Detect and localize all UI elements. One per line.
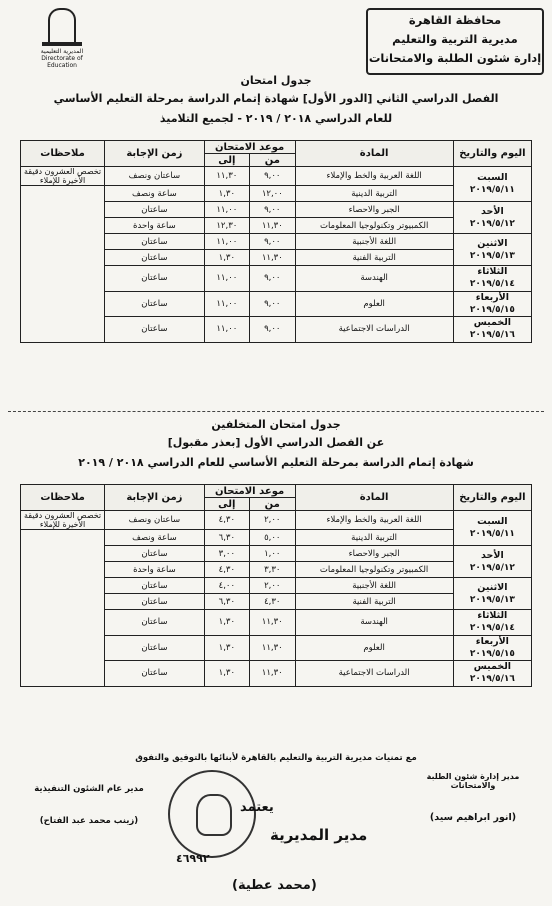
exam-date: ٢٠١٩/٥/١١ [469, 185, 515, 195]
duration-cell: ساعتان [105, 202, 204, 218]
col-header-from: من [250, 498, 295, 511]
subject-cell: الهندسة [295, 266, 453, 292]
day-name: الأربعاء [475, 635, 509, 647]
col-header-to: إلى [204, 154, 249, 167]
day-date-cell [453, 546, 531, 578]
start-time-cell: ١١,٣٠ [250, 250, 295, 266]
subject-cell: العلوم [295, 635, 453, 661]
start-time-cell: ٢,٠٠ [250, 578, 295, 594]
day-date-cell [453, 291, 531, 317]
subject-cell: الهندسة [295, 610, 453, 636]
start-time-cell: ١١,٣٠ [250, 661, 295, 687]
duration-cell: ساعتان [105, 594, 204, 610]
ministry-logo [32, 8, 92, 70]
day-name: الخميس [473, 317, 512, 329]
duration-cell: ساعتان ونصف [105, 511, 204, 530]
exam1-title: جدول امتحان [240, 74, 312, 87]
subject-cell: الكمبيوتر وتكنولوجيا المعلومات [295, 218, 453, 234]
notes-cell-empty [21, 530, 105, 687]
end-time-cell: ٤,٣٠ [204, 511, 249, 530]
start-time-cell: ٢,٠٠ [250, 511, 295, 530]
day-date-cell [453, 202, 531, 234]
start-time-cell: ٩,٠٠ [250, 167, 295, 186]
subject-cell: التربية الفنية [295, 594, 453, 610]
end-time-cell: ١,٣٠ [204, 250, 249, 266]
subject-cell: العلوم [295, 291, 453, 317]
director-title: مدير المديرية [270, 826, 368, 844]
notes-cell: تخصص العشرون دقيقة الأخيرة للإملاء [21, 511, 105, 530]
header-line-department: إدارة شئون الطلبة والامتحانات [368, 51, 542, 65]
end-time-cell: ١١,٠٠ [204, 234, 249, 250]
building-icon [48, 8, 76, 42]
col-header-day-date: اليوم والتاريخ [453, 485, 531, 511]
section-divider [8, 411, 544, 412]
day-name: الاثنين [477, 237, 508, 249]
end-time-cell: ٦,٣٠ [204, 594, 249, 610]
eagle-icon [196, 794, 232, 836]
subject-cell: اللغة العربية والخط والإملاء [295, 511, 453, 530]
duration-cell: ساعتان [105, 610, 204, 636]
exam2-certificate: شهادة إتمام الدراسة بمرحلة التعليم الأساسي للعام الدراسي ٢٠١٨ / ٢٠١٩ [78, 456, 474, 469]
header-line-directorate: مديرية التربية والتعليم [392, 32, 518, 46]
duration-cell: ساعة واحدة [105, 562, 204, 578]
exam1-subtitle: الفصل الدراسي الثاني [الدور الأول] شهادة إتمام الدراسة بمرحلة التعليم الأساسي [53, 92, 499, 105]
day-date-cell [453, 266, 531, 292]
duration-cell: ساعتان [105, 578, 204, 594]
stamp-number: ٤٦٩٩٢ [176, 852, 210, 865]
end-time-cell: ١,٣٠ [204, 661, 249, 687]
exam-date: ٢٠١٩/٥/١٥ [469, 304, 515, 315]
col-header-from: من [250, 154, 295, 167]
col-header-day-date: اليوم والتاريخ [453, 141, 531, 167]
day-name: الأحد [481, 205, 504, 217]
exam2-title: جدول امتحان المتخلفين [211, 418, 341, 431]
duration-cell: ساعة ونصف [105, 530, 204, 546]
day-name: الثلاثاء [477, 610, 508, 622]
end-time-cell: ٣,٠٠ [204, 546, 249, 562]
duration-cell: ساعتان [105, 234, 204, 250]
start-time-cell: ١١,٣٠ [250, 218, 295, 234]
end-time-cell: ١١,٣٠ [204, 167, 249, 186]
subject-cell: التربية الفنية [295, 250, 453, 266]
day-date-cell [453, 578, 531, 610]
day-date-cell [453, 234, 531, 266]
day-name: الاثنين [477, 581, 508, 593]
subject-cell: اللغة الأجنبية [295, 578, 453, 594]
col-header-subject: المادة [295, 485, 453, 511]
exam-date: ٢٠١٩/٥/١٦ [469, 330, 515, 341]
duration-cell: ساعتان [105, 291, 204, 317]
notes-cell-empty [21, 186, 105, 343]
day-name: السبت [477, 516, 508, 527]
end-time-cell: ١١,٠٠ [204, 202, 249, 218]
end-time-cell: ١,٣٠ [204, 186, 249, 202]
start-time-cell: ٣,٣٠ [250, 562, 295, 578]
day-name: الثلاثاء [477, 266, 508, 278]
day-name: الخميس [473, 661, 512, 673]
exam-date: ٢٠١٩/٥/١٢ [469, 562, 515, 573]
exam-date: ٢٠١٩/٥/١٦ [469, 674, 515, 685]
duration-cell: ساعتان [105, 635, 204, 661]
day-name: الأحد [481, 549, 504, 561]
right-signer-title: مدير إدارة شئون الطلبة والامتحانات [426, 772, 520, 790]
col-header-exam-time: موعد الامتحان [204, 141, 295, 154]
col-header-to: إلى [204, 498, 249, 511]
left-signature [16, 794, 162, 816]
left-signer-title: مدير عام الشئون التنفيذية [34, 784, 144, 794]
logo-caption: المديرية التعليمية Directorate of Education [40, 48, 84, 69]
end-time-cell: ٦,٣٠ [204, 530, 249, 546]
end-time-cell: ١١,٠٠ [204, 291, 249, 317]
start-time-cell: ١٢,٠٠ [250, 186, 295, 202]
governorate-header [366, 8, 544, 75]
day-name: الأربعاء [475, 291, 509, 303]
start-time-cell: ١١,٣٠ [250, 635, 295, 661]
duration-cell: ساعتان ونصف [105, 167, 204, 186]
header-line-governorate: محافظة القاهرة [408, 13, 502, 27]
exam-date: ٢٠١٩/٥/١٣ [469, 594, 515, 605]
subject-cell: الكمبيوتر وتكنولوجيا المعلومات [295, 562, 453, 578]
start-time-cell: ٩,٠٠ [250, 202, 295, 218]
greeting-line: مع تمنيات مديرية التربية والتعليم بالقاهرة لأبنائها بالتوفيق والتفوق [135, 753, 417, 763]
col-header-notes: ملاحظات [21, 141, 105, 167]
start-time-cell: ٥,٠٠ [250, 530, 295, 546]
exam-date: ٢٠١٩/٥/١٥ [469, 648, 515, 659]
subject-cell: الجبر والاحصاء [295, 546, 453, 562]
start-time-cell: ١١,٣٠ [250, 610, 295, 636]
duration-cell: ساعتان [105, 546, 204, 562]
makeup-exam-schedule-table [20, 484, 532, 687]
exam1-year: للعام الدراسي ٢٠١٨ / ٢٠١٩ - لجميع التلاميذ [159, 112, 393, 125]
table-row [21, 511, 532, 530]
duration-cell: ساعة ونصف [105, 186, 204, 202]
col-header-exam-time: موعد الامتحان [204, 485, 295, 498]
end-time-cell: ٤,٣٠ [204, 562, 249, 578]
day-date-cell [453, 661, 531, 687]
start-time-cell: ٩,٠٠ [250, 291, 295, 317]
director-name: (محمد عطية) [232, 878, 317, 893]
end-time-cell: ١١,٠٠ [204, 317, 249, 343]
left-signer-name: (زينب محمد عبد الفتاح) [39, 816, 139, 826]
left-signature-block [16, 784, 162, 826]
notes-cell: تخصص العشرون دقيقة الأخيرة للإملاء [21, 167, 105, 186]
start-time-cell: ٩,٠٠ [250, 234, 295, 250]
start-time-cell: ٤,٣٠ [250, 594, 295, 610]
start-time-cell: ٩,٠٠ [250, 317, 295, 343]
day-date-cell [453, 610, 531, 636]
subject-cell: اللغة الأجنبية [295, 234, 453, 250]
exam2-subtitle: عن الفصل الدراسي الأول [بعذر مقبول] [167, 436, 385, 449]
day-name: السبت [477, 172, 508, 183]
exam-date: ٢٠١٩/٥/١١ [469, 529, 515, 539]
subject-cell: اللغة العربية والخط والإملاء [295, 167, 453, 186]
duration-cell: ساعتان [105, 317, 204, 343]
subject-cell: التربية الدينية [295, 186, 453, 202]
day-date-cell [453, 167, 531, 202]
day-date-cell [453, 635, 531, 661]
end-time-cell: ١,٣٠ [204, 610, 249, 636]
end-time-cell: ١١,٠٠ [204, 266, 249, 292]
approval-label: يعتمد [240, 800, 274, 815]
subject-cell: التربية الدينية [295, 530, 453, 546]
duration-cell: ساعتان [105, 266, 204, 292]
table-row [21, 167, 532, 186]
col-header-duration: زمن الإجابة [105, 485, 204, 511]
subject-cell: الدراسات الاجتماعية [295, 317, 453, 343]
start-time-cell: ١,٠٠ [250, 546, 295, 562]
start-time-cell: ٩,٠٠ [250, 266, 295, 292]
end-time-cell: ٤,٠٠ [204, 578, 249, 594]
right-signer-name: (انور ابراهيم سيد) [429, 812, 517, 823]
day-date-cell [453, 317, 531, 343]
duration-cell: ساعة واحدة [105, 218, 204, 234]
col-header-notes: ملاحظات [21, 485, 105, 511]
exam-date: ٢٠١٩/٥/١٢ [469, 218, 515, 229]
exam-date: ٢٠١٩/٥/١٤ [469, 279, 515, 290]
subject-cell: الدراسات الاجتماعية [295, 661, 453, 687]
right-signature-block [408, 772, 538, 823]
right-signature [408, 790, 538, 812]
col-header-duration: زمن الإجابة [105, 141, 204, 167]
exam-schedule-table [20, 140, 532, 343]
end-time-cell: ١٢,٣٠ [204, 218, 249, 234]
duration-cell: ساعتان [105, 661, 204, 687]
exam-date: ٢٠١٩/٥/١٤ [469, 623, 515, 634]
end-time-cell: ١,٣٠ [204, 635, 249, 661]
col-header-subject: المادة [295, 141, 453, 167]
exam-date: ٢٠١٩/٥/١٣ [469, 250, 515, 261]
duration-cell: ساعتان [105, 250, 204, 266]
day-date-cell [453, 511, 531, 546]
subject-cell: الجبر والاحصاء [295, 202, 453, 218]
